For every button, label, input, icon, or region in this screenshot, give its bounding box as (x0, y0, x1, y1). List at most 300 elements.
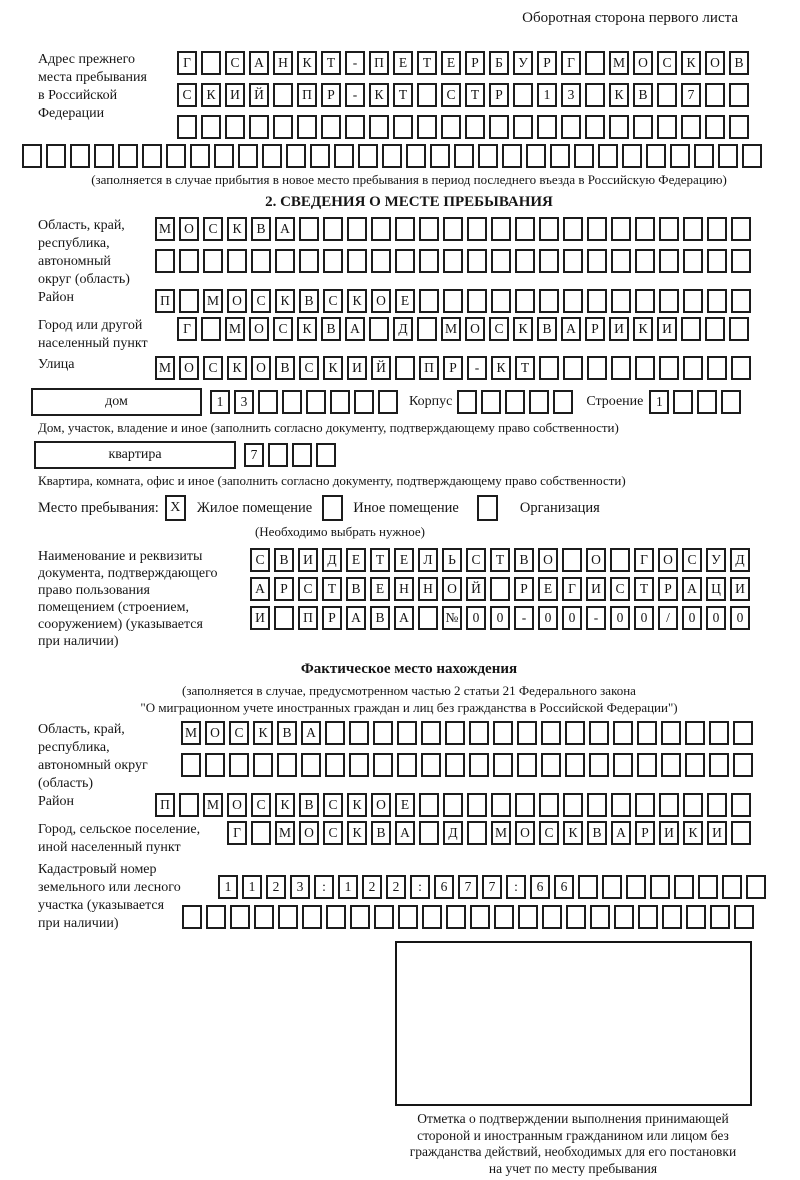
char-cell[interactable]: Р (658, 577, 678, 601)
char-cell[interactable]: Е (370, 577, 390, 601)
char-cell[interactable] (731, 821, 751, 845)
char-cell[interactable] (707, 289, 727, 313)
char-cell[interactable] (282, 390, 302, 414)
char-cell[interactable]: К (297, 51, 317, 75)
char-cell[interactable]: / (658, 606, 678, 630)
char-cell[interactable] (587, 289, 607, 313)
char-cell[interactable]: М (155, 217, 175, 241)
char-cell[interactable] (562, 548, 582, 572)
char-cell[interactable] (505, 390, 525, 414)
char-cell[interactable] (323, 249, 343, 273)
char-cell[interactable]: И (657, 317, 677, 341)
char-cell[interactable] (467, 793, 487, 817)
char-cell[interactable] (182, 905, 202, 929)
char-cell[interactable] (310, 144, 330, 168)
char-cell[interactable] (369, 115, 389, 139)
char-cell[interactable] (541, 721, 561, 745)
char-cell[interactable]: А (345, 317, 365, 341)
char-cell[interactable]: К (513, 317, 533, 341)
char-cell[interactable] (251, 249, 271, 273)
char-cell[interactable] (206, 905, 226, 929)
char-cell[interactable] (277, 753, 297, 777)
char-cell[interactable]: Д (322, 548, 342, 572)
char-cell[interactable] (589, 753, 609, 777)
char-cell[interactable] (229, 753, 249, 777)
char-cell[interactable] (731, 356, 751, 380)
char-cell[interactable] (553, 390, 573, 414)
char-cell[interactable]: М (203, 793, 223, 817)
char-cell[interactable]: К (369, 83, 389, 107)
char-cell[interactable] (94, 144, 114, 168)
char-cell[interactable] (635, 289, 655, 313)
char-cell[interactable] (181, 753, 201, 777)
char-cell[interactable] (659, 793, 679, 817)
char-cell[interactable]: П (369, 51, 389, 75)
char-cell[interactable] (683, 793, 703, 817)
char-cell[interactable] (262, 144, 282, 168)
char-cell[interactable] (465, 115, 485, 139)
char-cell[interactable] (587, 793, 607, 817)
char-cell[interactable] (659, 217, 679, 241)
char-cell[interactable]: Р (489, 83, 509, 107)
char-cell[interactable] (397, 753, 417, 777)
char-cell[interactable]: Й (371, 356, 391, 380)
char-cell[interactable] (662, 905, 682, 929)
char-cell[interactable] (395, 217, 415, 241)
char-cell[interactable] (661, 721, 681, 745)
char-cell[interactable]: К (275, 289, 295, 313)
char-cell[interactable] (334, 144, 354, 168)
char-cell[interactable] (481, 390, 501, 414)
char-cell[interactable] (395, 249, 415, 273)
char-cell[interactable] (685, 753, 705, 777)
char-cell[interactable]: И (298, 548, 318, 572)
char-cell[interactable]: Е (393, 51, 413, 75)
char-cell[interactable]: 7 (458, 875, 478, 899)
char-cell[interactable] (561, 115, 581, 139)
char-cell[interactable]: К (253, 721, 273, 745)
char-cell[interactable] (422, 905, 442, 929)
char-cell[interactable] (731, 217, 751, 241)
char-cell[interactable]: О (371, 289, 391, 313)
char-cell[interactable]: С (323, 793, 343, 817)
char-cell[interactable]: В (251, 217, 271, 241)
char-cell[interactable] (330, 390, 350, 414)
char-cell[interactable]: М (609, 51, 629, 75)
char-cell[interactable]: Ц (706, 577, 726, 601)
char-cell[interactable] (542, 905, 562, 929)
char-cell[interactable]: 6 (530, 875, 550, 899)
char-cell[interactable] (707, 793, 727, 817)
char-cell[interactable] (613, 721, 633, 745)
char-cell[interactable]: О (538, 548, 558, 572)
char-cell[interactable] (258, 390, 278, 414)
char-cell[interactable] (369, 317, 389, 341)
char-cell[interactable]: К (633, 317, 653, 341)
char-cell[interactable]: А (301, 721, 321, 745)
char-cell[interactable] (419, 249, 439, 273)
char-cell[interactable]: - (345, 51, 365, 75)
char-cell[interactable]: С (489, 317, 509, 341)
char-cell[interactable] (251, 821, 271, 845)
char-cell[interactable] (166, 144, 186, 168)
char-cell[interactable] (611, 249, 631, 273)
char-cell[interactable]: Г (177, 51, 197, 75)
char-cell[interactable] (350, 905, 370, 929)
char-cell[interactable] (566, 905, 586, 929)
char-cell[interactable] (709, 753, 729, 777)
char-cell[interactable] (659, 249, 679, 273)
char-cell[interactable]: 1 (210, 390, 230, 414)
char-cell[interactable] (541, 753, 561, 777)
char-cell[interactable] (292, 443, 312, 467)
char-cell[interactable]: А (346, 606, 366, 630)
char-cell[interactable] (565, 753, 585, 777)
char-cell[interactable]: О (371, 793, 391, 817)
char-cell[interactable]: 0 (562, 606, 582, 630)
char-cell[interactable]: С (610, 577, 630, 601)
char-cell[interactable]: О (227, 793, 247, 817)
char-cell[interactable] (674, 875, 694, 899)
char-cell[interactable] (297, 115, 317, 139)
char-cell[interactable] (578, 875, 598, 899)
char-cell[interactable]: А (249, 51, 269, 75)
char-cell[interactable]: И (659, 821, 679, 845)
char-cell[interactable] (587, 249, 607, 273)
char-cell[interactable] (205, 753, 225, 777)
char-cell[interactable] (254, 905, 274, 929)
char-cell[interactable] (587, 356, 607, 380)
char-cell[interactable]: К (227, 356, 247, 380)
char-cell[interactable]: Е (394, 548, 414, 572)
char-cell[interactable] (419, 217, 439, 241)
char-cell[interactable]: И (250, 606, 270, 630)
char-cell[interactable] (382, 144, 402, 168)
char-cell[interactable] (697, 390, 717, 414)
char-cell[interactable]: О (633, 51, 653, 75)
char-cell[interactable] (683, 356, 703, 380)
char-cell[interactable] (445, 721, 465, 745)
char-cell[interactable] (491, 217, 511, 241)
char-cell[interactable]: С (466, 548, 486, 572)
char-cell[interactable]: Г (561, 51, 581, 75)
char-cell[interactable] (670, 144, 690, 168)
char-cell[interactable]: П (155, 289, 175, 313)
char-cell[interactable] (494, 905, 514, 929)
char-cell[interactable]: О (442, 577, 462, 601)
char-cell[interactable] (729, 317, 749, 341)
char-cell[interactable] (515, 289, 535, 313)
char-cell[interactable] (214, 144, 234, 168)
char-cell[interactable] (659, 356, 679, 380)
char-cell[interactable] (585, 115, 605, 139)
char-cell[interactable]: П (298, 606, 318, 630)
char-cell[interactable] (230, 905, 250, 929)
char-cell[interactable] (718, 144, 738, 168)
char-cell[interactable] (201, 317, 221, 341)
char-cell[interactable]: О (205, 721, 225, 745)
char-cell[interactable]: - (345, 83, 365, 107)
char-cell[interactable]: О (179, 217, 199, 241)
char-cell[interactable] (177, 115, 197, 139)
char-cell[interactable]: Т (490, 548, 510, 572)
char-cell[interactable]: Р (585, 317, 605, 341)
char-cell[interactable] (371, 249, 391, 273)
char-cell[interactable]: С (251, 793, 271, 817)
char-cell[interactable] (705, 83, 725, 107)
char-cell[interactable] (611, 289, 631, 313)
char-cell[interactable]: О (249, 317, 269, 341)
char-cell[interactable]: - (467, 356, 487, 380)
char-cell[interactable]: 0 (706, 606, 726, 630)
char-cell[interactable]: К (323, 356, 343, 380)
char-cell[interactable]: 0 (682, 606, 702, 630)
char-cell[interactable]: О (465, 317, 485, 341)
char-cell[interactable] (349, 721, 369, 745)
char-cell[interactable] (398, 905, 418, 929)
char-cell[interactable] (681, 317, 701, 341)
char-cell[interactable]: 3 (234, 390, 254, 414)
char-cell[interactable]: О (586, 548, 606, 572)
char-cell[interactable]: Г (177, 317, 197, 341)
char-cell[interactable] (529, 390, 549, 414)
char-cell[interactable] (491, 249, 511, 273)
char-cell[interactable] (614, 905, 634, 929)
char-cell[interactable] (657, 115, 677, 139)
char-cell[interactable] (302, 905, 322, 929)
char-cell[interactable] (445, 753, 465, 777)
char-cell[interactable]: 1 (649, 390, 669, 414)
char-cell[interactable]: Т (465, 83, 485, 107)
char-cell[interactable] (490, 577, 510, 601)
char-cell[interactable]: 6 (434, 875, 454, 899)
char-cell[interactable] (585, 51, 605, 75)
char-cell[interactable]: 7 (244, 443, 264, 467)
char-cell[interactable] (526, 144, 546, 168)
char-cell[interactable]: Р (321, 83, 341, 107)
char-cell[interactable] (374, 905, 394, 929)
char-cell[interactable]: 6 (554, 875, 574, 899)
checkbox-zhiloe[interactable]: X (165, 495, 186, 521)
char-cell[interactable]: С (225, 51, 245, 75)
char-cell[interactable] (421, 721, 441, 745)
char-cell[interactable]: О (179, 356, 199, 380)
char-cell[interactable] (635, 793, 655, 817)
char-cell[interactable] (539, 289, 559, 313)
char-cell[interactable]: В (537, 317, 557, 341)
char-cell[interactable] (650, 875, 670, 899)
char-cell[interactable] (373, 753, 393, 777)
char-cell[interactable]: 0 (634, 606, 654, 630)
char-cell[interactable]: : (314, 875, 334, 899)
char-cell[interactable]: Ь (442, 548, 462, 572)
char-cell[interactable] (417, 317, 437, 341)
char-cell[interactable]: К (683, 821, 703, 845)
char-cell[interactable] (721, 390, 741, 414)
char-cell[interactable] (418, 606, 438, 630)
char-cell[interactable]: Р (537, 51, 557, 75)
char-cell[interactable]: Л (418, 548, 438, 572)
char-cell[interactable] (681, 115, 701, 139)
char-cell[interactable] (733, 753, 753, 777)
char-cell[interactable] (419, 793, 439, 817)
char-cell[interactable] (179, 289, 199, 313)
char-cell[interactable]: И (609, 317, 629, 341)
char-cell[interactable] (201, 51, 221, 75)
char-cell[interactable] (493, 753, 513, 777)
char-cell[interactable] (683, 289, 703, 313)
char-cell[interactable]: Н (418, 577, 438, 601)
char-cell[interactable] (469, 753, 489, 777)
char-cell[interactable] (587, 217, 607, 241)
char-cell[interactable] (268, 443, 288, 467)
char-cell[interactable] (502, 144, 522, 168)
char-cell[interactable] (441, 115, 461, 139)
char-cell[interactable] (395, 356, 415, 380)
char-cell[interactable]: Г (634, 548, 654, 572)
char-cell[interactable] (491, 289, 511, 313)
char-cell[interactable] (602, 875, 622, 899)
char-cell[interactable] (397, 721, 417, 745)
char-cell[interactable]: С (250, 548, 270, 572)
char-cell[interactable]: В (277, 721, 297, 745)
char-cell[interactable]: А (561, 317, 581, 341)
char-cell[interactable]: С (441, 83, 461, 107)
char-cell[interactable]: И (707, 821, 727, 845)
char-cell[interactable]: Т (370, 548, 390, 572)
char-cell[interactable]: М (491, 821, 511, 845)
char-cell[interactable] (325, 753, 345, 777)
char-cell[interactable]: 2 (266, 875, 286, 899)
char-cell[interactable] (590, 905, 610, 929)
char-cell[interactable]: П (155, 793, 175, 817)
char-cell[interactable] (467, 289, 487, 313)
char-cell[interactable] (515, 217, 535, 241)
char-cell[interactable] (286, 144, 306, 168)
char-cell[interactable] (467, 217, 487, 241)
char-cell[interactable]: С (273, 317, 293, 341)
char-cell[interactable] (563, 356, 583, 380)
char-cell[interactable] (227, 249, 247, 273)
char-cell[interactable] (633, 115, 653, 139)
char-cell[interactable] (446, 905, 466, 929)
char-cell[interactable] (349, 753, 369, 777)
char-cell[interactable] (683, 249, 703, 273)
char-cell[interactable] (707, 249, 727, 273)
char-cell[interactable]: В (274, 548, 294, 572)
char-cell[interactable] (613, 753, 633, 777)
char-cell[interactable]: Й (466, 577, 486, 601)
char-cell[interactable] (563, 217, 583, 241)
char-cell[interactable] (598, 144, 618, 168)
char-cell[interactable]: Р (443, 356, 463, 380)
char-cell[interactable] (683, 217, 703, 241)
char-cell[interactable]: В (633, 83, 653, 107)
char-cell[interactable] (179, 249, 199, 273)
char-cell[interactable]: М (441, 317, 461, 341)
char-cell[interactable] (585, 83, 605, 107)
char-cell[interactable] (513, 83, 533, 107)
char-cell[interactable]: Е (395, 793, 415, 817)
char-cell[interactable]: Р (465, 51, 485, 75)
char-cell[interactable]: Е (346, 548, 366, 572)
char-cell[interactable]: К (275, 793, 295, 817)
char-cell[interactable] (306, 390, 326, 414)
char-cell[interactable] (635, 356, 655, 380)
char-cell[interactable] (179, 793, 199, 817)
char-cell[interactable]: 2 (362, 875, 382, 899)
char-cell[interactable] (517, 753, 537, 777)
char-cell[interactable] (358, 144, 378, 168)
char-cell[interactable]: И (225, 83, 245, 107)
char-cell[interactable]: 0 (610, 606, 630, 630)
char-cell[interactable] (430, 144, 450, 168)
char-cell[interactable] (729, 83, 749, 107)
char-cell[interactable] (539, 793, 559, 817)
char-cell[interactable] (513, 115, 533, 139)
char-cell[interactable] (419, 821, 439, 845)
char-cell[interactable]: О (658, 548, 678, 572)
char-cell[interactable] (517, 721, 537, 745)
char-cell[interactable]: Р (322, 606, 342, 630)
char-cell[interactable]: В (346, 577, 366, 601)
char-cell[interactable] (393, 115, 413, 139)
char-cell[interactable] (417, 115, 437, 139)
char-cell[interactable] (273, 115, 293, 139)
char-cell[interactable]: 0 (490, 606, 510, 630)
char-cell[interactable] (469, 721, 489, 745)
char-cell[interactable] (638, 905, 658, 929)
char-cell[interactable]: П (419, 356, 439, 380)
char-cell[interactable]: С (177, 83, 197, 107)
char-cell[interactable] (673, 390, 693, 414)
char-cell[interactable] (373, 721, 393, 745)
char-cell[interactable] (470, 905, 490, 929)
char-cell[interactable] (443, 289, 463, 313)
char-cell[interactable] (707, 217, 727, 241)
char-cell[interactable]: М (225, 317, 245, 341)
char-cell[interactable]: 2 (386, 875, 406, 899)
char-cell[interactable]: К (347, 793, 367, 817)
char-cell[interactable]: А (394, 606, 414, 630)
char-cell[interactable]: Е (395, 289, 415, 313)
char-cell[interactable] (203, 249, 223, 273)
char-cell[interactable]: П (297, 83, 317, 107)
char-cell[interactable]: М (275, 821, 295, 845)
char-cell[interactable]: У (706, 548, 726, 572)
char-cell[interactable]: Р (635, 821, 655, 845)
char-cell[interactable]: Т (393, 83, 413, 107)
char-cell[interactable] (710, 905, 730, 929)
char-cell[interactable]: В (321, 317, 341, 341)
char-cell[interactable] (419, 289, 439, 313)
char-cell[interactable]: С (203, 356, 223, 380)
char-cell[interactable]: 0 (730, 606, 750, 630)
char-cell[interactable] (539, 249, 559, 273)
char-cell[interactable] (326, 905, 346, 929)
char-cell[interactable]: Р (274, 577, 294, 601)
char-cell[interactable]: К (347, 821, 367, 845)
char-cell[interactable]: Т (634, 577, 654, 601)
char-cell[interactable] (22, 144, 42, 168)
char-cell[interactable]: С (323, 289, 343, 313)
char-cell[interactable]: К (347, 289, 367, 313)
char-cell[interactable] (550, 144, 570, 168)
char-cell[interactable] (278, 905, 298, 929)
char-cell[interactable] (273, 83, 293, 107)
char-cell[interactable] (406, 144, 426, 168)
char-cell[interactable] (493, 721, 513, 745)
